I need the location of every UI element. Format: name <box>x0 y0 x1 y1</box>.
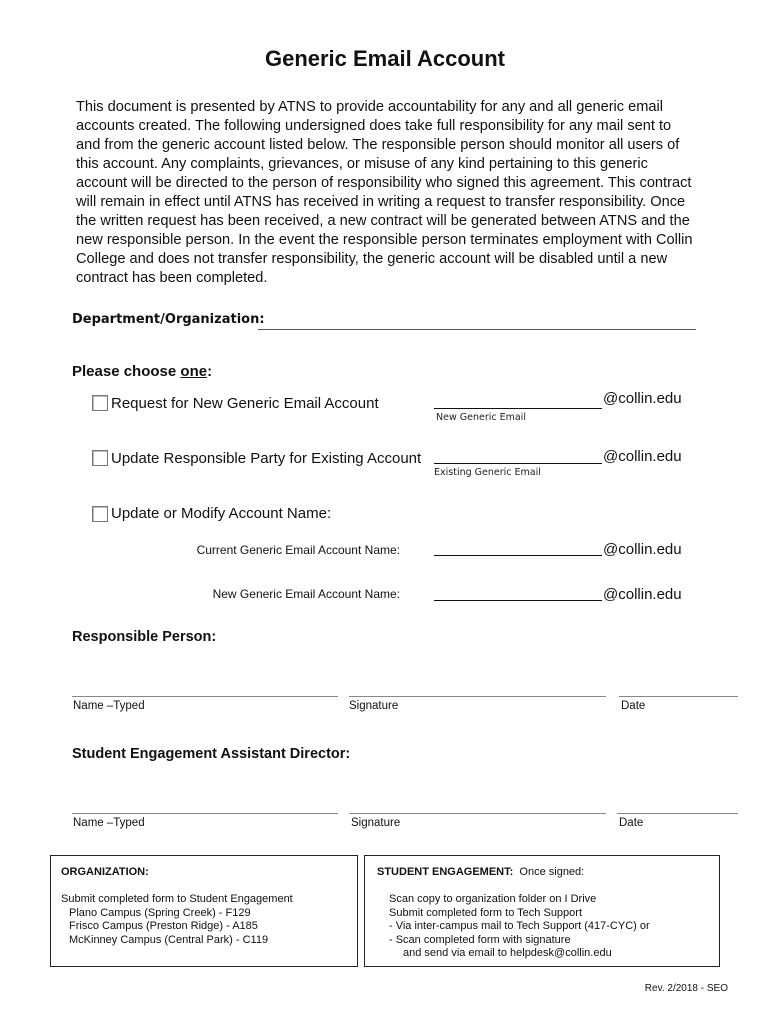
assistant-signature-field[interactable] <box>349 813 606 814</box>
student-engagement-heading: STUDENT ENGAGEMENT: <box>377 866 514 878</box>
organization-heading: ORGANIZATION: <box>61 866 149 878</box>
update-party-checkbox[interactable] <box>92 450 108 466</box>
intro-paragraph <box>76 98 698 288</box>
new-name-field[interactable] <box>434 600 602 601</box>
choose-emph: one <box>180 363 208 380</box>
current-name-label: Current Generic Email Account Name: <box>196 543 400 557</box>
new-name-label: New Generic Email Account Name: <box>212 587 400 601</box>
organization-box <box>50 855 358 967</box>
student-engagement-line: - Scan completed form with signature <box>389 934 571 946</box>
responsible-heading: Responsible Person: <box>72 629 217 645</box>
page-title: Generic Email Account <box>264 46 506 71</box>
existing-email-field[interactable] <box>434 463 602 464</box>
department-field[interactable] <box>258 329 696 330</box>
assistant-heading: Student Engagement Assistant Director: <box>72 746 351 762</box>
new-account-label: Request for New Generic Email Account <box>111 395 379 412</box>
new-email-caption: New Generic Email <box>436 412 526 423</box>
responsible-date-caption: Date <box>621 700 646 712</box>
assistant-name-field[interactable] <box>72 813 338 814</box>
assistant-signature-caption: Signature <box>351 817 401 829</box>
responsible-name-field[interactable] <box>72 696 338 697</box>
responsible-signature-field[interactable] <box>349 696 606 697</box>
organization-line: Frisco Campus (Preston Ridge) - A185 <box>69 920 258 932</box>
organization-line: Submit completed form to Student Engagement <box>61 893 293 905</box>
new-account-checkbox[interactable] <box>92 395 108 411</box>
student-engagement-line: Scan copy to organization folder on I Drive <box>389 893 597 905</box>
update-party-label: Update Responsible Party for Existing Account <box>111 450 422 467</box>
student-engagement-line: and send via email to helpdesk@collin.edu <box>403 947 612 959</box>
new-name-domain: @collin.edu <box>603 586 682 603</box>
choose-prefix: Please choose <box>72 363 181 380</box>
organization-line: McKinney Campus (Central Park) - C119 <box>69 934 269 946</box>
department-label: Department/Organization: <box>72 312 265 327</box>
responsible-signature-caption: Signature <box>349 700 399 712</box>
student-engagement-line: Submit completed form to Tech Support <box>389 907 583 919</box>
new-email-field[interactable] <box>434 408 602 409</box>
existing-email-domain: @collin.edu <box>603 448 682 465</box>
student-engagement-line: - Via inter-campus mail to Tech Support (417-CYC) or <box>389 920 650 932</box>
responsible-name-caption: Name –Typed <box>73 700 145 712</box>
choose-suffix: : <box>207 363 213 380</box>
assistant-name-caption: Name –Typed <box>73 817 145 829</box>
organization-line: Plano Campus (Spring Creek) - F129 <box>69 907 251 919</box>
existing-email-caption: Existing Generic Email <box>434 467 541 478</box>
student-engagement-heading-row <box>377 866 584 880</box>
modify-name-label: Update or Modify Account Name: <box>111 505 332 522</box>
assistant-date-field[interactable] <box>617 813 738 814</box>
assistant-date-caption: Date <box>619 817 644 829</box>
modify-name-checkbox[interactable] <box>92 506 108 522</box>
current-name-field[interactable] <box>434 555 602 556</box>
responsible-date-field[interactable] <box>619 696 738 697</box>
current-name-domain: @collin.edu <box>603 541 682 558</box>
student-engagement-heading-tail: Once signed: <box>519 866 585 878</box>
choose-heading <box>72 363 212 380</box>
student-engagement-box <box>364 855 720 967</box>
intro-text: This document is presented by ATNS to provide accountability for any and all generic email accounts created. The following undersigned does take full responsibility for any mail sent to and from the generic account listed below. The responsible person should monitor all users of this account. Any complaints, grievances, or misuse of any kind pertaining to this generic account will be directed to the person of responsibility who signed this agreement. This contract will remain in effect until ATNS has received in writing a request to transfer responsibility. Once the written request has been received, a new contract will be generated between ATNS and the new responsible person. In the event the responsible person terminates employment with Collin College and does not transfer responsibility, the generic account will be disabled until a new contract has been completed. <box>76 99 693 286</box>
new-email-domain: @collin.edu <box>603 390 682 407</box>
revision-note: Rev. 2/2018 - SEO <box>644 983 728 994</box>
